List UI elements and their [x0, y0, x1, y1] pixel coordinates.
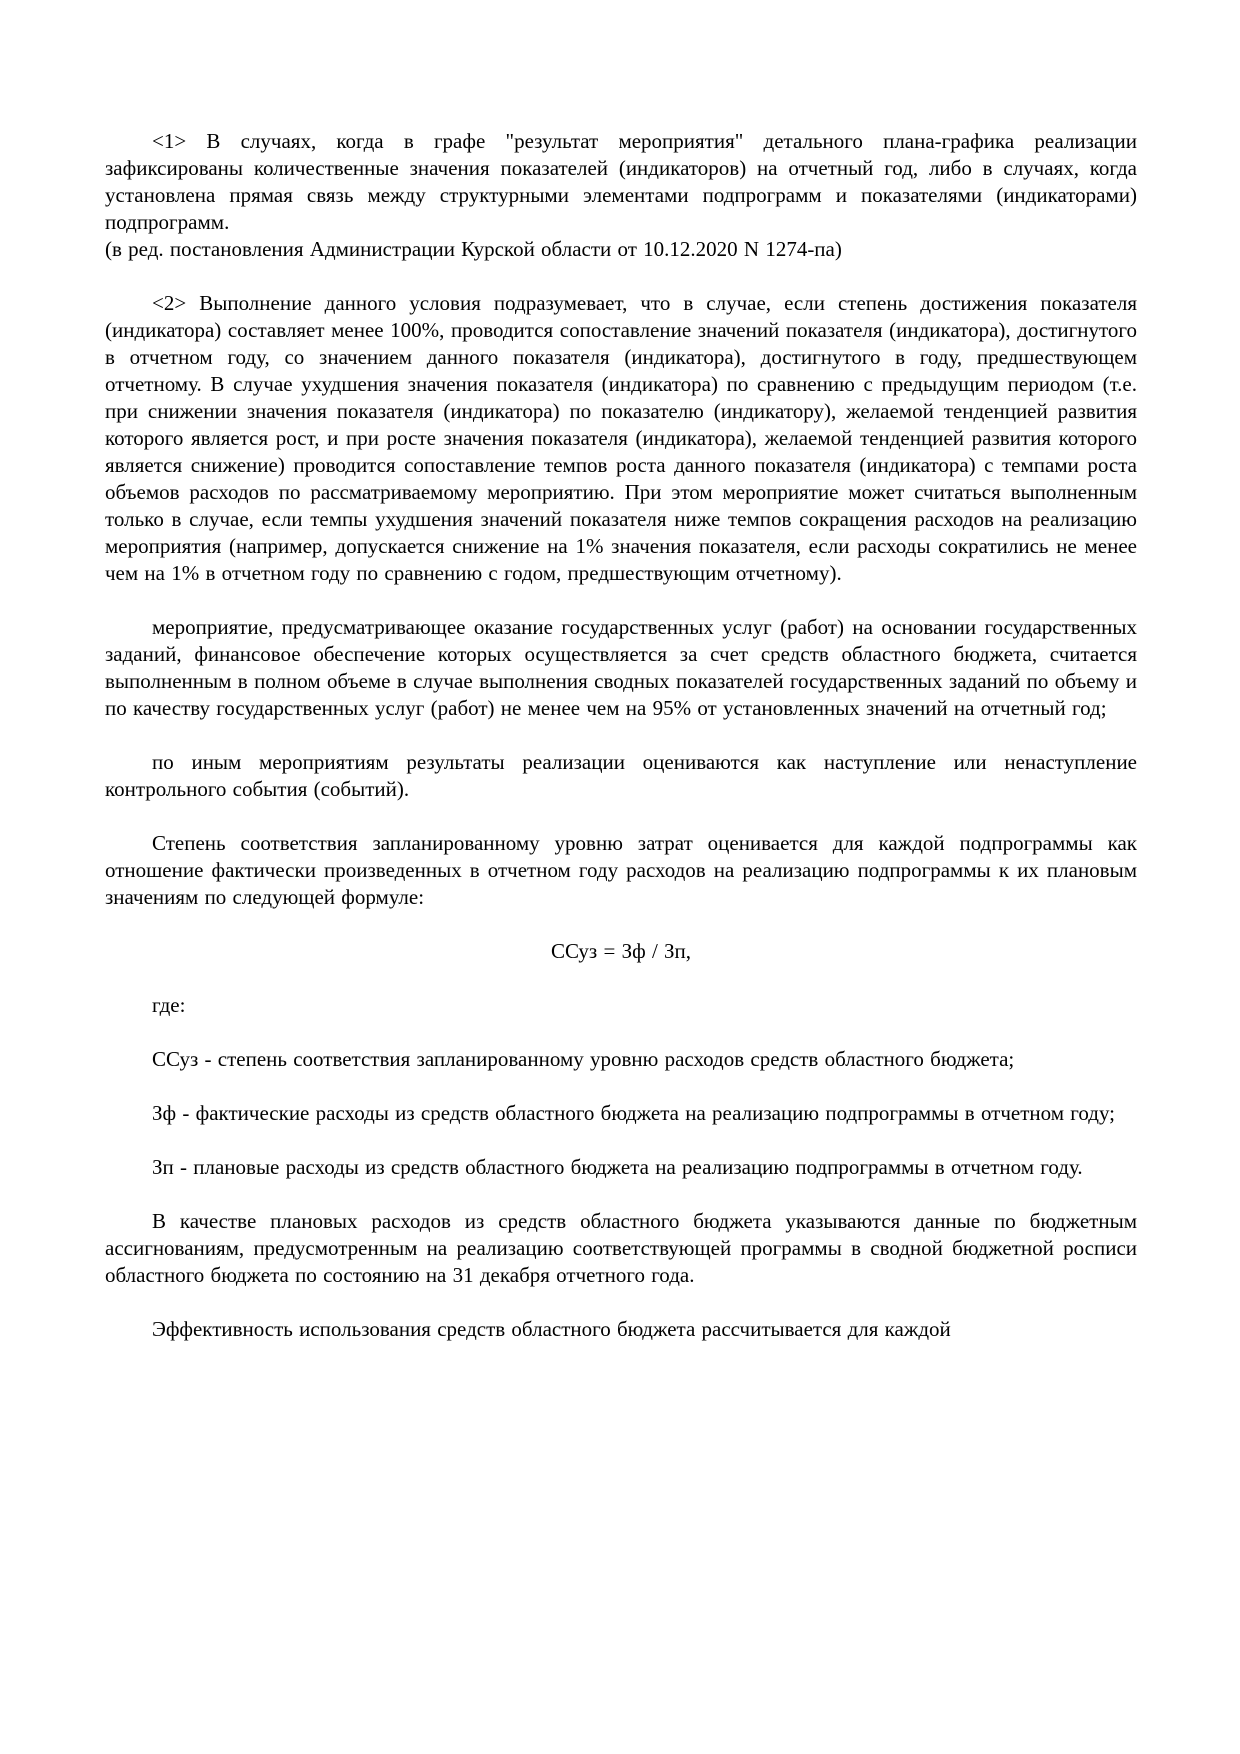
document-content: [105, 128, 1137, 1343]
other-events-paragraph: по иным мероприятиям результаты реализации оцениваются как наступление или ненаступление контрольного события (событий).: [105, 750, 1137, 801]
planned-expenses-paragraph: В качестве плановых расходов из средств областного бюджета указываются данные по бюджетным ассигнованиям, предусмотренным на реализацию соответствующей программы в сводной бюджетной росписи областного бюджета по состоянию на 31 декабря отчетного года.: [105, 1209, 1137, 1287]
footnote-1-paragraph: <1> В случаях, когда в графе "результат мероприятия" детального плана-графика реализации зафиксированы количественные значения показателей (индикаторов) на отчетный год, либо в случаях, когда установлена прямая связь между структурными элементами подпрограмм и показателями (индикаторами) подпрограмм.: [105, 129, 1137, 234]
effectiveness-paragraph: Эффективность использования средств областного бюджета рассчитывается для каждой: [152, 1317, 951, 1341]
definition-zf: Зф - фактические расходы из средств областного бюджета на реализацию подпрограммы в отчетном году;: [152, 1101, 1116, 1125]
state-services-paragraph: мероприятие, предусматривающее оказание государственных услуг (работ) на основании государственных заданий, финансовое обеспечение которых осуществляется за счет средств областного бюджета, считается выполненным в полном объеме в случае выполнения сводных показателей государственных заданий по объему и по качеству государственных услуг (работ) не менее чем на 95% от установленных значений на отчетный год;: [105, 615, 1137, 720]
formula: ССуз = Зф / Зп,: [550, 939, 692, 963]
cost-compliance-paragraph: Степень соответствия запланированному уровню затрат оценивается для каждой подпрограммы как отношение фактически произведенных в отчетном году расходов на реализацию подпрограммы к их плановым значениям по следующей формуле:: [105, 831, 1137, 909]
footnote-2-paragraph: <2> Выполнение данного условия подразумевает, что в случае, если степень достижения показателя (индикатора) составляет менее 100%, проводится сопоставление значений показателя (индикатора), достигнутого в отчетном году, со значением данного показателя (индикатора), достигнутого в году, предшествующем отчетному. В случае ухудшения значения показателя (индикатора) по сравнению с предыдущим периодом (т.е. при снижении значения показателя (индикатора) по показателю (индикатору), желаемой тенденцией развития которого является рост, и при росте значения показателя (индикатора), желаемой тенденцией развития которого является снижение) проводится сопоставление темпов роста данного показателя (индикатора) с темпами роста объемов расходов по рассматриваемому мероприятию. При этом мероприятие может считаться выполненным только в случае, если темпы ухудшения значений показателя ниже темпов сокращения расходов на реализацию мероприятия (например, допускается снижение на 1% значения показателя, если расходы сократились не менее чем на 1% в отчетном году по сравнению с годом, предшествующим отчетному).: [105, 291, 1137, 585]
where-label: где:: [152, 993, 186, 1017]
definition-ssuz: ССуз - степень соответствия запланированному уровню расходов средств областного бюджета;: [152, 1047, 1015, 1071]
amendment-note: (в ред. постановления Администрации Курской области от 10.12.2020 N 1274-па): [105, 237, 842, 261]
definition-zp: Зп - плановые расходы из средств областного бюджета на реализацию подпрограммы в отчетном году.: [152, 1155, 1083, 1179]
